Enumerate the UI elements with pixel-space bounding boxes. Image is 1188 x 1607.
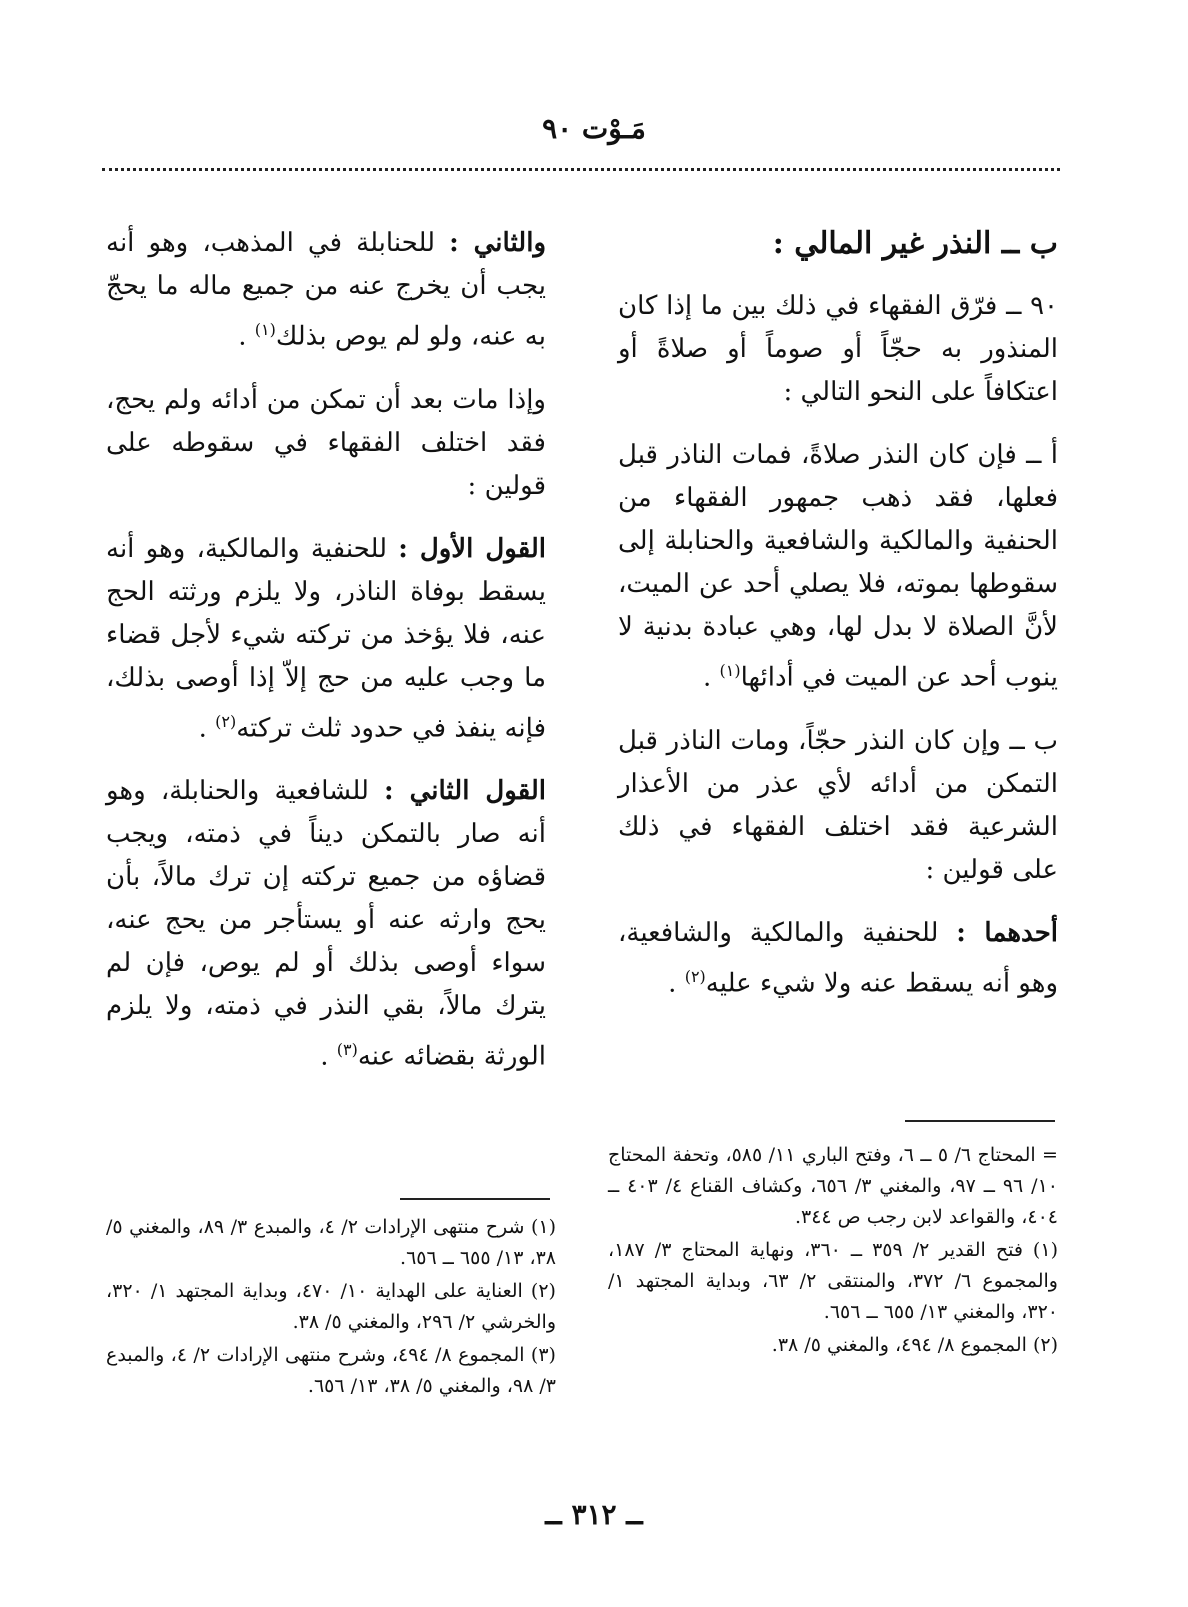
footnote-continuation: = المحتاج ٦/ ٥ ــ ٦، وفتح الباري ١١/ ٥٨٥، وتحفة المحتاج ١٠/ ٩٦ ــ ٩٧، والمغني ٣/ ٦٥٦، وكشاف القناع ٤/ ٤٠٣ ــ ٤٠٤، والقواعد لابن رجب ص ٣٤٤. (608, 1144, 1058, 1228)
right-footnotes (608, 1140, 1058, 1363)
footnote-item: (١) شرح منتهى الإرادات ٢/ ٤، والمبدع ٣/ ٨٩، والمغني ٥/ ٣٨، ١٣/ ٦٥٥ ــ ٦٥٦. (106, 1216, 556, 1269)
paragraph-90: ٩٠ ــ فرّق الفقهاء في ذلك بين ما إذا كان المنذور به حجّاً أو صوماً أو صلاةً أو اعتكافاً على النحو التالي : (618, 291, 1058, 407)
paragraph-hajj: ب ــ وإن كان النذر حجّاً، ومات الناذر قبل التمكن من أدائه لأي عذر من الأعذار الشرعية فقد اختلف الفقهاء في ذلك على قولين : (618, 725, 1058, 885)
footnote-item: (١) فتح القدير ٢/ ٣٥٩ ــ ٣٦٠، ونهاية المحتاج ٣/ ١٨٧، والمجموع ٦/ ٣٧٢، والمنتقى ٢/ ٦٣، وبداية المجتهد ١/ ٣٢٠، والمغني ١٣/ ٦٥٥ ــ ٦٥٦. (608, 1239, 1058, 1323)
second-view-text: للحنابلة في المذهب، وهو أنه يجب أن يخرج عنه من جميع ماله ما يحجّ به عنه، ولو لم يوص بذلك (106, 228, 546, 352)
footnote-ref-2: (٢) (684, 966, 706, 986)
footnote-ref-3: (٣) (336, 1040, 358, 1060)
paragraph-opinion-one: القول الأول : للحنفية والمالكية، وهو أنه يسقط بوفاة الناذر، ولا يلزم ورثته الحج عنه، فلا يؤخذ من تركته شيء لأجل قضاء ما وجب عليه من حج إلاّ إذا أوصى بذلك، فإنه ينفذ في حدود ثلث تركته$^{(٢)}$ . (106, 533, 546, 744)
second-view-lead: والثاني : (449, 228, 547, 258)
opinion-one-lead: القول الأول : (398, 533, 546, 564)
section-heading: ب ــ النذر غير المالي : (772, 226, 1058, 261)
header-dotted-rule (102, 168, 1060, 171)
paragraph-died-after: وإذا مات بعد أن تمكن من أدائه ولم يحج، فقد اختلف الفقهاء في سقوطه على قولين : (106, 384, 546, 501)
paragraph-prayer: أ ــ فإن كان النذر صلاةً، فمات الناذر قبل فعلها، فقد ذهب جمهور الفقهاء من الحنفية والمالكية والشافعية والحنابلة إلى سقوطها بموته، فلا يصلي أحد عن الميت، لأنَّ الصلاة لا بدل لها، وهي عبادة بدنية لا ينوب أحد عن الميت في أدائها$^{(١)}$ . (618, 440, 1058, 693)
running-head: مَـوْت ٩٠ (542, 112, 646, 145)
right-column (618, 222, 1058, 1025)
left-footnotes (106, 1212, 556, 1404)
first-view-text: للحنفية والمالكية والشافعية، وهو أنه يسقط عنه ولا شيء عليه (618, 917, 1058, 999)
footnote-item: (٣) المجموع ٨/ ٤٩٤، وشرح منتهى الإرادات ٢/ ٤، والمبدع ٣/ ٩٨، والمغني ٥/ ٣٨، ١٣/ ٦٥٦. (106, 1344, 556, 1397)
footnote-item: (٢) العناية على الهداية ١٠/ ٤٧٠، وبداية المجتهد ١/ ٣٢٠، والخرشي ٢/ ٢٩٦، والمغني ٥/ ٣٨. (106, 1280, 556, 1333)
footnote-ref-1: (١) (719, 661, 741, 680)
first-view-lead: أحدهما : (956, 917, 1058, 948)
paragraph-second-view: والثاني : للحنابلة في المذهب، وهو أنه يجب أن يخرج عنه من جميع ماله ما يحجّ به عنه، ولو لم يوص بذلك$^{(١)}$ . (106, 228, 547, 352)
footnote-ref-1: (١) (254, 320, 276, 339)
paragraph-first-view: أحدهما : للحنفية والمالكية والشافعية، وهو أنه يسقط عنه ولا شيء عليه$^{(٢)}$ . (618, 917, 1058, 999)
opinion-two-text: للشافعية والحنابلة، وهو أنه صار بالتمكن ديناً في ذمته، ويجب قضاؤه من جميع تركته إن ترك مالاً، بأن يحج وارثه عنه أو يستأجر من يحج عنه، سواء أوصى بذلك أو لم يوص، فإن لم يترك مالاً، بقي النذر في ذمته، ولا يلزم الورثة بقضائه عنه (106, 776, 547, 1072)
footnote-ref-2: (٢) (215, 711, 237, 731)
right-footnote-rule (905, 1120, 1055, 1122)
paragraph-opinion-two: القول الثاني : للشافعية والحنابلة، وهو أنه صار بالتمكن ديناً في ذمته، ويجب قضاؤه من جميع تركته إن ترك مالاً، بأن يحج وارثه عنه أو يستأجر من يحج عنه، سواء أوصى بذلك أو لم يوص، فإن لم يترك مالاً، بقي النذر في ذمته، ولا يلزم الورثة بقضائه عنه$^{(٣)}$ . (106, 776, 547, 1072)
opinion-two-lead: القول الثاني : (384, 776, 546, 807)
left-footnote-rule (400, 1198, 550, 1200)
opinion-one-text: للحنفية والمالكية، وهو أنه يسقط بوفاة الناذر، ولا يلزم ورثته الحج عنه، فلا يؤخذ من تركته شيء لأجل قضاء ما وجب عليه من حج إلاّ إذا أوصى بذلك، فإنه ينفذ في حدود ثلث تركته (106, 533, 546, 744)
page-number: ــ ٣١٢ ــ (545, 1498, 643, 1531)
footnote-item: (٢) المجموع ٨/ ٤٩٤، والمغني ٥/ ٣٨. (771, 1334, 1058, 1356)
paragraph-prayer-text: أ ــ فإن كان النذر صلاةً، فمات الناذر قبل فعلها، فقد ذهب جمهور الفقهاء من الحنفية والمالكية والشافعية والحنابلة إلى سقوطها بموته، فلا يصلي أحد عن الميت، لأنَّ الصلاة لا بدل لها، وهي عبادة بدنية لا ينوب أحد عن الميت في أدائها (618, 440, 1058, 693)
left-column (106, 222, 546, 1099)
